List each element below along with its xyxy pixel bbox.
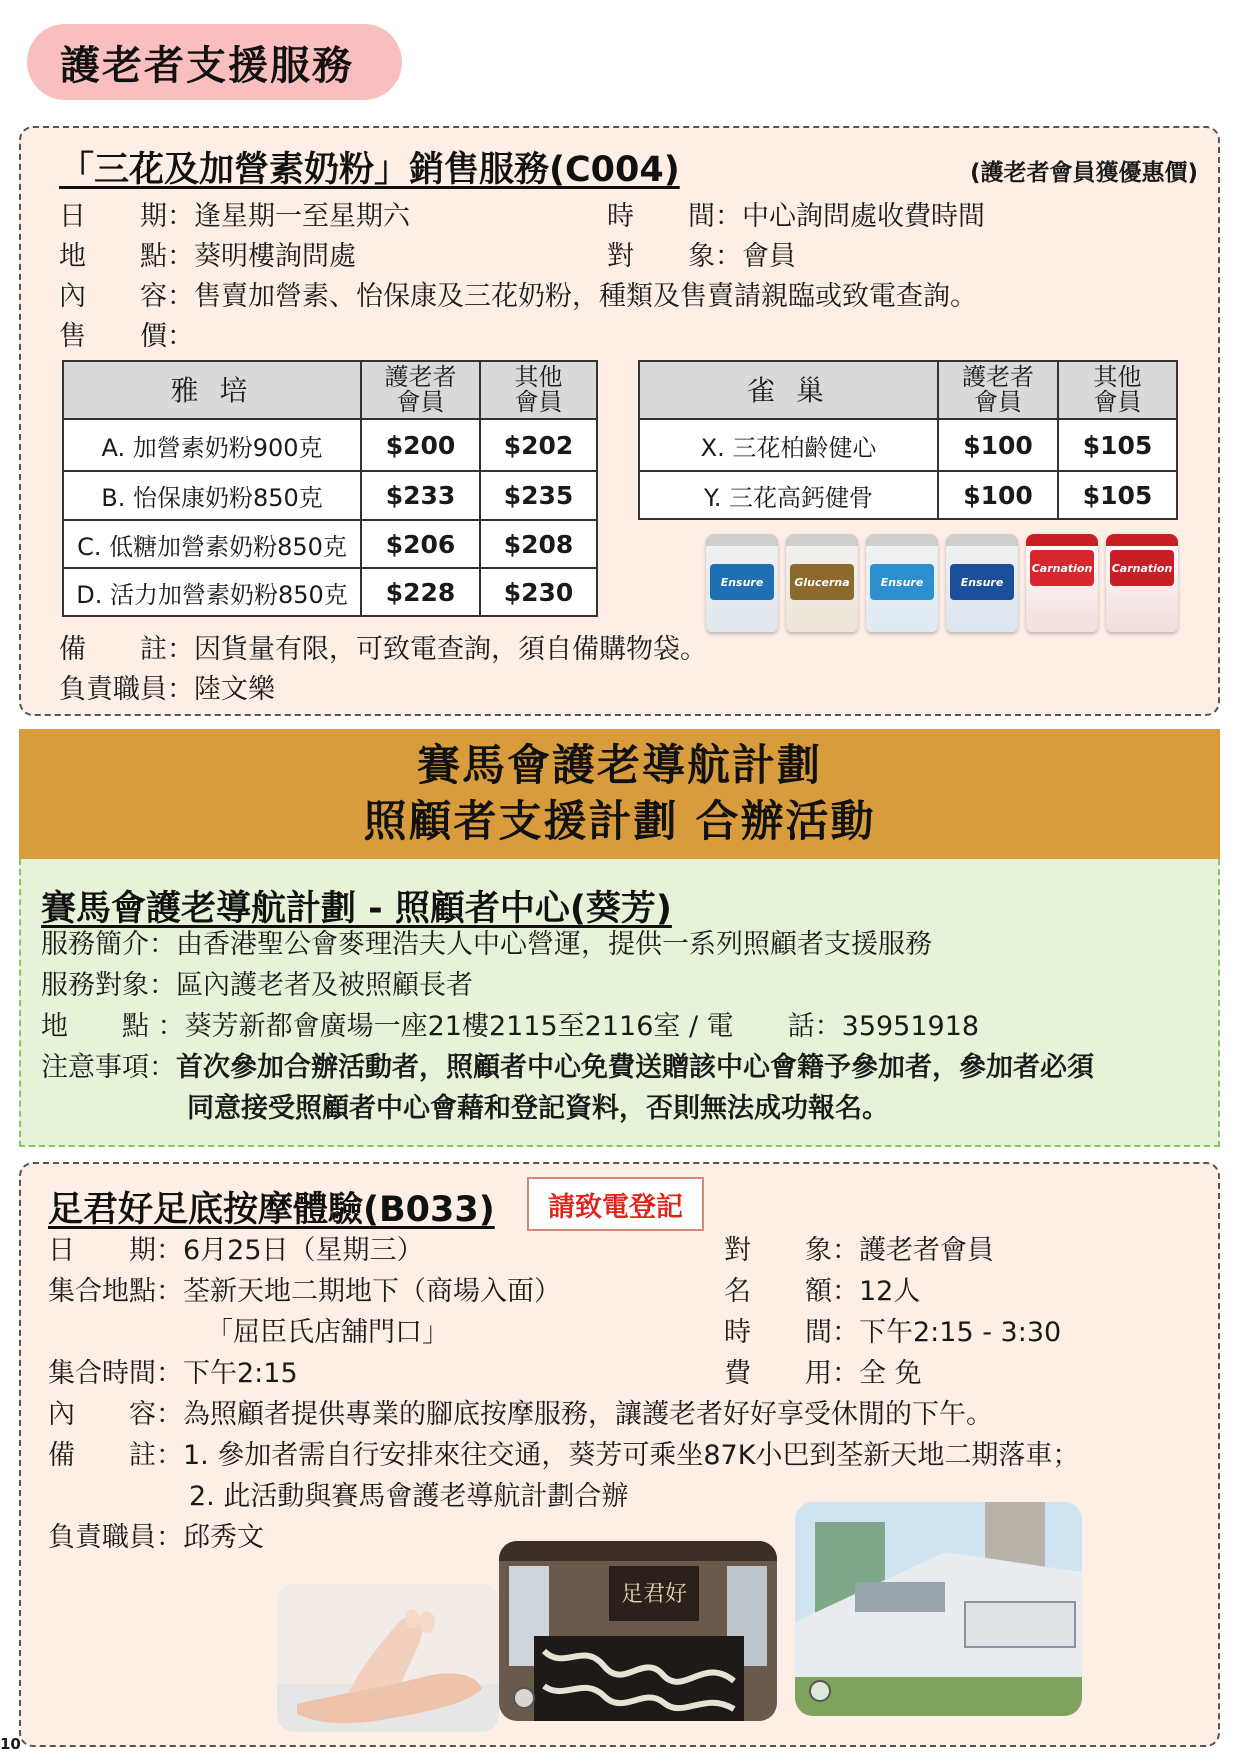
foot-massage-section <box>19 1162 1220 1747</box>
date-value: 逢星期一至星期六 <box>194 201 410 232</box>
meet-time-value: 下午2:15 <box>183 1358 298 1389</box>
camera-icon <box>513 1687 535 1709</box>
ensure-can-image: Ensure <box>706 534 778 632</box>
time-value: 下午2:15 - 3:30 <box>859 1317 1062 1348</box>
intro-row: 服務簡介：由香港聖公會麥理浩夫人中心營運，提供一系列照顧者支援服務 <box>41 929 932 960</box>
table-row: Y. 三花高鈣健骨 $100 $105 <box>639 471 1177 519</box>
target-value: 護老者會員 <box>859 1235 994 1266</box>
staff-value: 邱秀文 <box>183 1522 264 1553</box>
milk-powder-sales-section <box>19 126 1220 716</box>
meet-place-detail: 「屈臣氏店舖門口」 <box>206 1317 449 1348</box>
date-value: 6月25日（星期三） <box>183 1235 424 1266</box>
table-header-other: 其他 會員 <box>480 361 597 419</box>
address-value: 葵芳新都會廣場一座21樓2115至2116室 / 電 話：35951918 <box>184 1011 980 1042</box>
page-title: 護老者支援服務 <box>27 24 402 100</box>
place-value: 葵明樓詢問處 <box>194 241 356 272</box>
remark-value: 因貨量有限，可致電查詢，須自備購物袋。 <box>194 634 707 665</box>
service-target-value: 區內護老者及被照顧長者 <box>176 970 473 1001</box>
foot-massage-photo <box>277 1584 499 1732</box>
date-row: 日 期：6月25日（星期三） <box>48 1235 424 1266</box>
meet-place-value: 荃新天地二期地下（商場入面） <box>183 1276 561 1307</box>
content-value: 為照顧者提供專業的腳底按摩服務，讓護老者好好享受休閒的下午。 <box>183 1399 993 1430</box>
table-header-brand: 雅 培 <box>63 361 361 419</box>
time-value: 中心詢問處收費時間 <box>742 201 985 232</box>
jockey-club-banner <box>19 729 1220 859</box>
remark-row: 備 註：因貨量有限，可致電查詢，須自備購物袋。 <box>59 634 707 665</box>
carnation-can-image: Carnation <box>1106 534 1178 632</box>
call-to-register-badge: 請致電登記 <box>527 1177 704 1231</box>
table-header-member: 護老者 會員 <box>938 361 1058 419</box>
ensure-can-image: Ensure <box>946 534 1018 632</box>
table-header-other: 其他 會員 <box>1058 361 1177 419</box>
remark-2: 2. 此活動與賽馬會護老導航計劃合辦 <box>189 1481 629 1512</box>
glucerna-can-image: Glucerna <box>786 534 858 632</box>
table-header-brand: 雀 巢 <box>639 361 938 419</box>
service-target-row: 服務對象：區內護老者及被照顧長者 <box>41 970 473 1001</box>
mall-exterior-photo <box>795 1502 1082 1716</box>
page-number: 10 <box>0 1735 21 1753</box>
section1-title: 「三花及加營素奶粉」銷售服務(C004) <box>59 150 680 190</box>
date-row: 日 期：逢星期一至星期六 <box>59 201 410 232</box>
quota-value: 12人 <box>859 1276 921 1307</box>
content-row: 內 容：為照顧者提供專業的腳底按摩服務，讓護老者好好享受休閒的下午。 <box>48 1399 993 1430</box>
table-row: D. 活力加營素奶粉850克 $228 $230 <box>63 568 597 616</box>
staff-row: 負責職員：陸文樂 <box>59 674 275 705</box>
target-row: 對 象：會員 <box>607 241 796 272</box>
quota-row: 名 額：12人 <box>724 1276 921 1307</box>
section2-title: 賽馬會護老導航計劃 - 照顧者中心(葵芳) <box>41 889 672 929</box>
member-price-note: (護老者會員獲優惠價) <box>969 160 1198 186</box>
remark-row: 備 註：1. 參加者需自行安排來往交通，葵芳可乘坐87K小巴到荃新天地二期落車； <box>48 1440 1080 1471</box>
place-row: 地 點：葵明樓詢問處 <box>59 241 356 272</box>
target-value: 會員 <box>742 241 796 272</box>
staff-row: 負責職員：邱秀文 <box>48 1522 264 1553</box>
abbott-price-table <box>62 360 598 617</box>
carer-centre-section <box>19 859 1220 1147</box>
table-row: A. 加營素奶粉900克 $200 $202 <box>63 419 597 471</box>
banner-line2: 照顧者支援計劃 合辦活動 <box>363 797 876 847</box>
nestle-price-table <box>638 360 1178 520</box>
ensure-can-image: Ensure <box>866 534 938 632</box>
notice-line1: 首次參加合辦活動者，照顧者中心免費送贈該中心會籍予參加者，參加者必須 <box>176 1052 1094 1083</box>
table-row: X. 三花柏齡健心 $100 $105 <box>639 419 1177 471</box>
meet-place-row: 集合地點：荃新天地二期地下（商場入面） <box>48 1276 561 1307</box>
fee-row: 費 用：全 免 <box>724 1358 922 1389</box>
notice-line2: 同意接受照顧者中心會藉和登記資料，否則無法成功報名。 <box>187 1093 889 1124</box>
intro-value: 由香港聖公會麥理浩夫人中心營運，提供一系列照顧者支援服務 <box>176 929 932 960</box>
content-row: 內 容：售賣加營素、怡保康及三花奶粉，種類及售賣請親臨或致電查詢。 <box>59 281 977 312</box>
table-row: B. 怡保康奶粉850克 $233 $235 <box>63 471 597 520</box>
address-row: 地 點 ：葵芳新都會廣場一座21樓2115至2116室 / 電 話：35951918 <box>41 1011 980 1042</box>
camera-icon <box>809 1680 831 1702</box>
remark-1: 1. 參加者需自行安排來往交通，葵芳可乘坐87K小巴到荃新天地二期落車； <box>183 1440 1080 1471</box>
carnation-can-image: Carnation <box>1026 534 1098 632</box>
time-row: 時 間：中心詢問處收費時間 <box>607 201 985 232</box>
banner-line1: 賽馬會護老導航計劃 <box>417 741 822 791</box>
target-row: 對 象：護老者會員 <box>724 1235 994 1266</box>
time-row: 時 間：下午2:15 - 3:30 <box>724 1317 1062 1348</box>
content-value: 售賣加營素、怡保康及三花奶粉，種類及售賣請親臨或致電查詢。 <box>194 281 977 312</box>
fee-value: 全 免 <box>859 1358 922 1389</box>
table-header-member: 護老者 會員 <box>361 361 480 419</box>
section3-title: 足君好足底按摩體驗(B033) <box>48 1190 495 1230</box>
product-images <box>706 534 1178 632</box>
svg-text:足君好: 足君好 <box>620 1582 688 1607</box>
meet-time-row: 集合時間：下午2:15 <box>48 1358 298 1389</box>
price-label: 售 價： <box>59 321 194 352</box>
table-row: C. 低糖加營素奶粉850克 $206 $208 <box>63 520 597 568</box>
notice-row: 注意事項：首次參加合辦活動者，照顧者中心免費送贈該中心會籍予參加者，參加者必須 <box>41 1052 1094 1083</box>
shop-interior-photo <box>499 1541 777 1721</box>
staff-value: 陸文樂 <box>194 674 275 705</box>
